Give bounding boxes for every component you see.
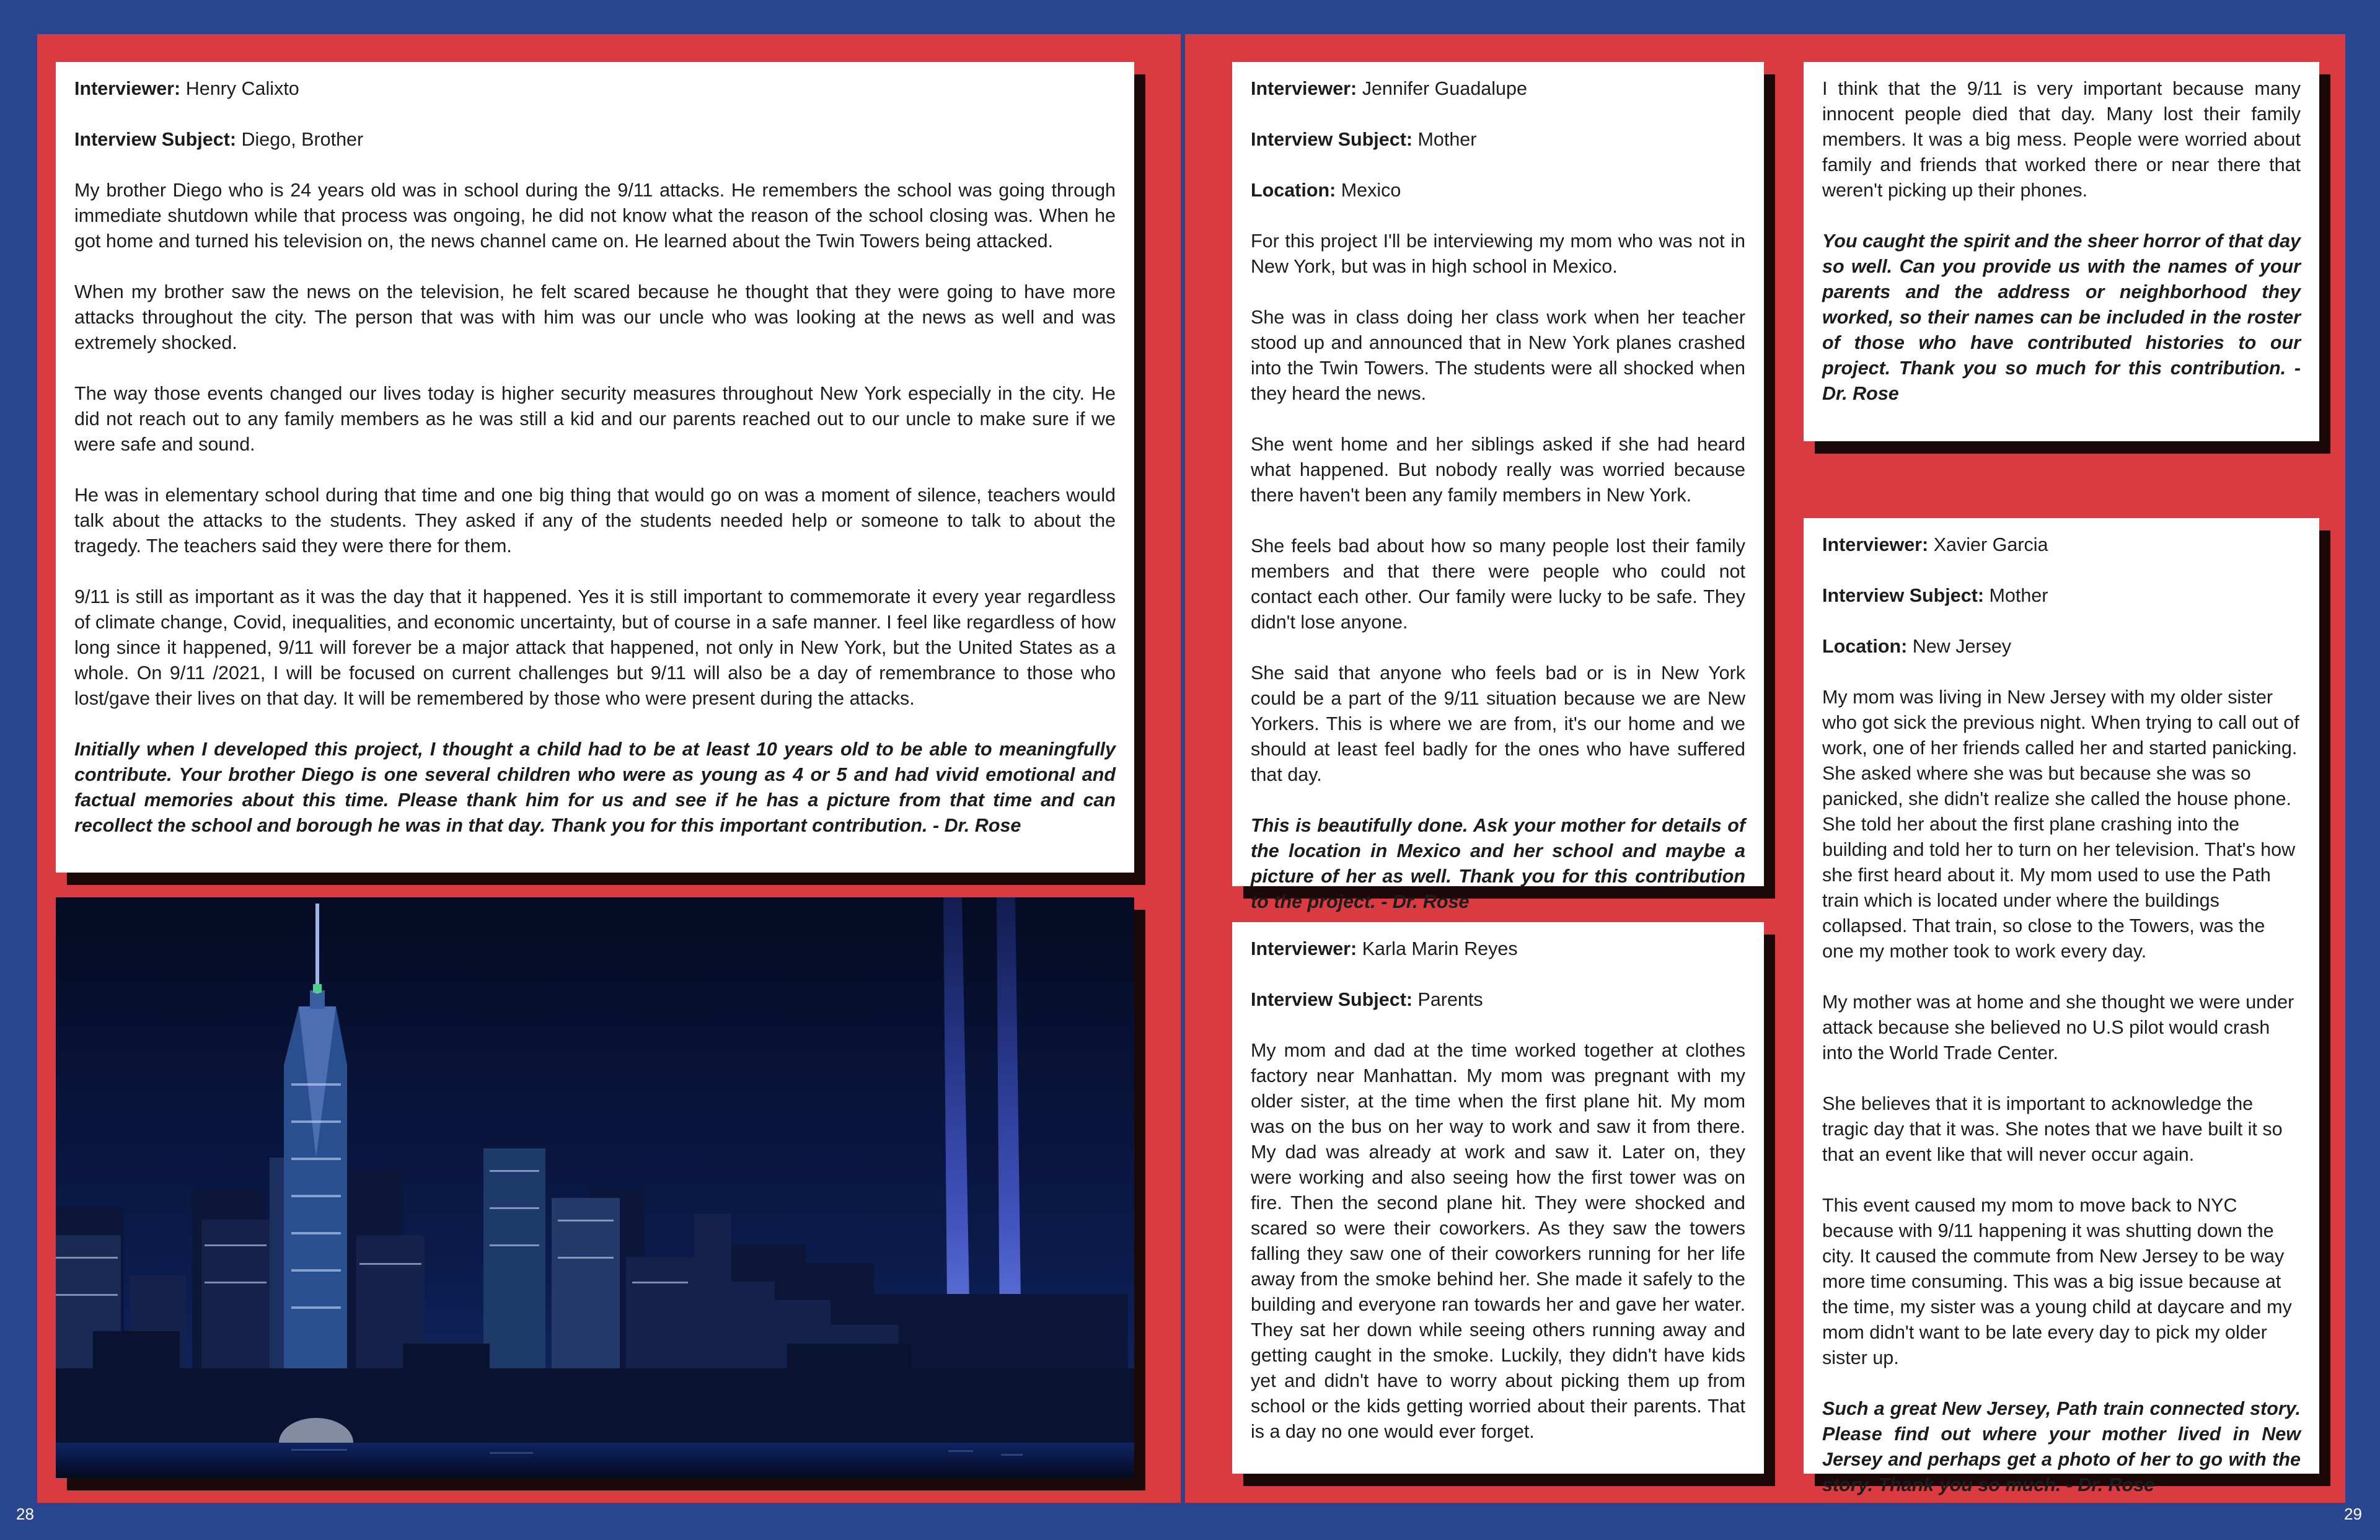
paragraph: 9/11 is still as important as it was the day that it happened. Yes it is still important to commemorate it every year regardless of climate change, Covid, inequalities, and economic uncertainty, but of course in a safe manner. I feel like regardless of how long since it happened, 9/11 will forever be a major attack that happened, not only in New York, but the United States as a whole. On 9/11 /2021, I will be focused on current challenges but 9/11 will also be a day of remembrance to those who lost/gave their lives on that day. It will be remembered by those who were present during the attacks. — [74, 586, 1116, 709]
location-name: Mexico — [1341, 180, 1401, 201]
location-line: Location: Mexico — [1251, 180, 1401, 201]
subject-line: Interview Subject: Mother — [1251, 129, 1477, 150]
paragraph: My brother Diego who is 24 years old was in school during the 9/11 attacks. He remembers the school was going through immediate shutdown while that process was ongoing, he did not know what the reason of the school closing was. When he got home and turned his television on, the news channel came on. He learned about the Twin Towers being attacked. — [74, 180, 1116, 252]
paragraph: This event caused my mom to move back to NYC because with 9/11 happening it was shutting down the city. It caused the commute from New Jersey to be way more time consuming. This was a big issue because at the time, my sister was a young child at daycare and my mom didn't want to be late every day to pick my older sister up. — [1822, 1195, 2292, 1368]
paragraph: The way those events changed our lives today is higher security measures throughout New York especially in the city. He did not reach out to any family members as he was still a kid and our parents reached out to our uncle to make sure if we were safe and sound. — [74, 383, 1116, 455]
subject-name: Mother — [1989, 585, 2048, 606]
subject-line: Interview Subject: Parents — [1251, 989, 1483, 1010]
interviewer-name: Jennifer Guadalupe — [1362, 78, 1527, 99]
paragraph: My mom was living in New Jersey with my older sister who got sick the previous night. When trying to call out of work, one of her friends called her and started panicking. She asked where she was but because she was so panicked, she didn't realize she called the house phone. She told her about the first plane crashing into the building and told her to turn on her television. That's how she first heard about it. My mom used to use the Path train which is located under where the buildings collapsed. That train, so close to the Towers, was the one my mother took to work every day. — [1822, 687, 2299, 962]
interviewer-line: Interviewer: Karla Marin Reyes — [1251, 938, 1518, 959]
editor-note: This is beautifully done. Ask your mother for details of the location in Mexico and her school and maybe a picture of her as well. Thank you for this contribution to the project. - Dr. Rose — [1251, 815, 1745, 912]
paragraph: When my brother saw the news on the television, he felt scared because he thought that they were going to have more attacks throughout the city. The person that was with him was our uncle who was looking at the news as well and was extremely shocked. — [74, 281, 1116, 353]
interviewer-name: Henry Calixto — [185, 78, 299, 99]
editor-note: Such a great New Jersey, Path train connected story. Please find out where your mother lived in New Jersey and perhaps get a photo of her to go with the story. Thank you so much. - Dr. Rose — [1822, 1398, 2301, 1495]
subject-name: Mother — [1417, 129, 1477, 150]
interview-card-continuation — [1804, 62, 2319, 441]
paragraph: For this project I'll be interviewing my mom who was not in New York, but was in high school in Mexico. — [1251, 231, 1745, 277]
interviewer-line: Interviewer: Xavier Garcia — [1822, 534, 2048, 555]
skyline-illustration — [56, 897, 1134, 1478]
page-number-right: 29 — [2344, 1505, 2362, 1523]
subject-line: Interview Subject: Mother — [1822, 585, 2048, 606]
interview-card-xavier-garcia — [1804, 518, 2319, 1495]
interview-card-henry-calixto — [56, 62, 1134, 873]
interview-card-jennifer-guadalupe — [1232, 62, 1764, 912]
interviewer-name: Karla Marin Reyes — [1362, 938, 1518, 959]
location-line: Location: New Jersey — [1822, 636, 2012, 657]
editor-note: Initially when I developed this project, I thought a child had to be at least 10 years old to be able to meaningfully contribute. Your brother Diego is one several children who were as young as 4 or 5 and had vivid emotional and factual memories about this time. Please thank him for us and see if he has a picture from that time and can recollect the school and borough he was in that day. Thank you for this important contribution. - Dr. Rose — [74, 739, 1116, 836]
editor-note: You caught the spirit and the sheer horror of that day so well. Can you provide us with the names of your parents and the address or neighborhood they worked, so their names can be included in the roster of those who have contributed histories to our project. Thank you so much for this contribution. - Dr. Rose — [1822, 231, 2301, 404]
interviewer-name: Xavier Garcia — [1933, 534, 2048, 555]
paragraph: She went home and her siblings asked if she had heard what happened. But nobody really was worried because there haven't been any family members in New York. — [1251, 434, 1745, 506]
paragraph: She feels bad about how so many people lost their family members and that there were people who could not contact each other. Our family were lucky to be safe. They didn't lose anyone. — [1251, 535, 1745, 633]
location-name: New Jersey — [1912, 636, 2012, 657]
paragraph: She was in class doing her class work when her teacher stood up and announced that in New York planes crashed into the Twin Towers. The students were all shocked when they heard the news. — [1251, 307, 1745, 404]
interview-card-karla-marin-reyes — [1232, 922, 1764, 1474]
subject-name: Parents — [1417, 989, 1483, 1010]
paragraph: My mom and dad at the time worked together at clothes factory near Manhattan. My mom was pregnant with my older sister, at the time when the first plane hit. My mom was on the bus on her way to work and saw it from there. My dad was already at work and saw it. Later on, they were working and also seeing how the first tower was on fire. Then the second plane hit. They were shocked and scared so were their coworkers. As they saw the towers falling they saw one of their coworkers running for her life away from the smoke behind her. She made it safely to the building and everyone ran towards her and gave her water. They sat her down while seeing others running away and getting caught in the smoke. Luckily, they didn't have kids yet and didn't have to worry about picking them up from school or the kids getting worried about their parents. That is a day no one would ever forget. — [1251, 1040, 1745, 1442]
subject-name: Diego, Brother — [241, 129, 364, 150]
paragraph: He was in elementary school during that time and one big thing that would go on was a moment of silence, teachers would talk about the attacks to the students. They asked if any of the students needed help or someone to talk to about the tragedy. The teachers said they were there for them. — [74, 485, 1116, 557]
paragraph: I think that the 9/11 is very important because many innocent people died that day. Many lost their family members. It was a big mess. People were worried about family and friends that worked there or near there that weren't picking up their phones. — [1822, 78, 2301, 201]
paragraph: She said that anyone who feels bad or is in New York could be a part of the 9/11 situation because we are New Yorkers. This is where we are from, it's our home and we should at least feel badly for the ones who have suffered that day. — [1251, 662, 1745, 785]
subject-line: Interview Subject: Diego, Brother — [74, 129, 364, 150]
nyc-skyline-photo — [56, 897, 1134, 1478]
paragraph: My mother was at home and she thought we were under attack because she believed no U.S pilot would crash into the World Trade Center. — [1822, 992, 2294, 1063]
page-number-left: 28 — [16, 1505, 34, 1523]
interviewer-line: Interviewer: Jennifer Guadalupe — [1251, 78, 1527, 99]
interviewer-line: Interviewer: Henry Calixto — [74, 78, 299, 99]
river — [56, 1443, 1134, 1478]
paragraph: She believes that it is important to acknowledge the tragic day that it was. She notes that we have built it so that an event like that will never occur again. — [1822, 1093, 2283, 1165]
